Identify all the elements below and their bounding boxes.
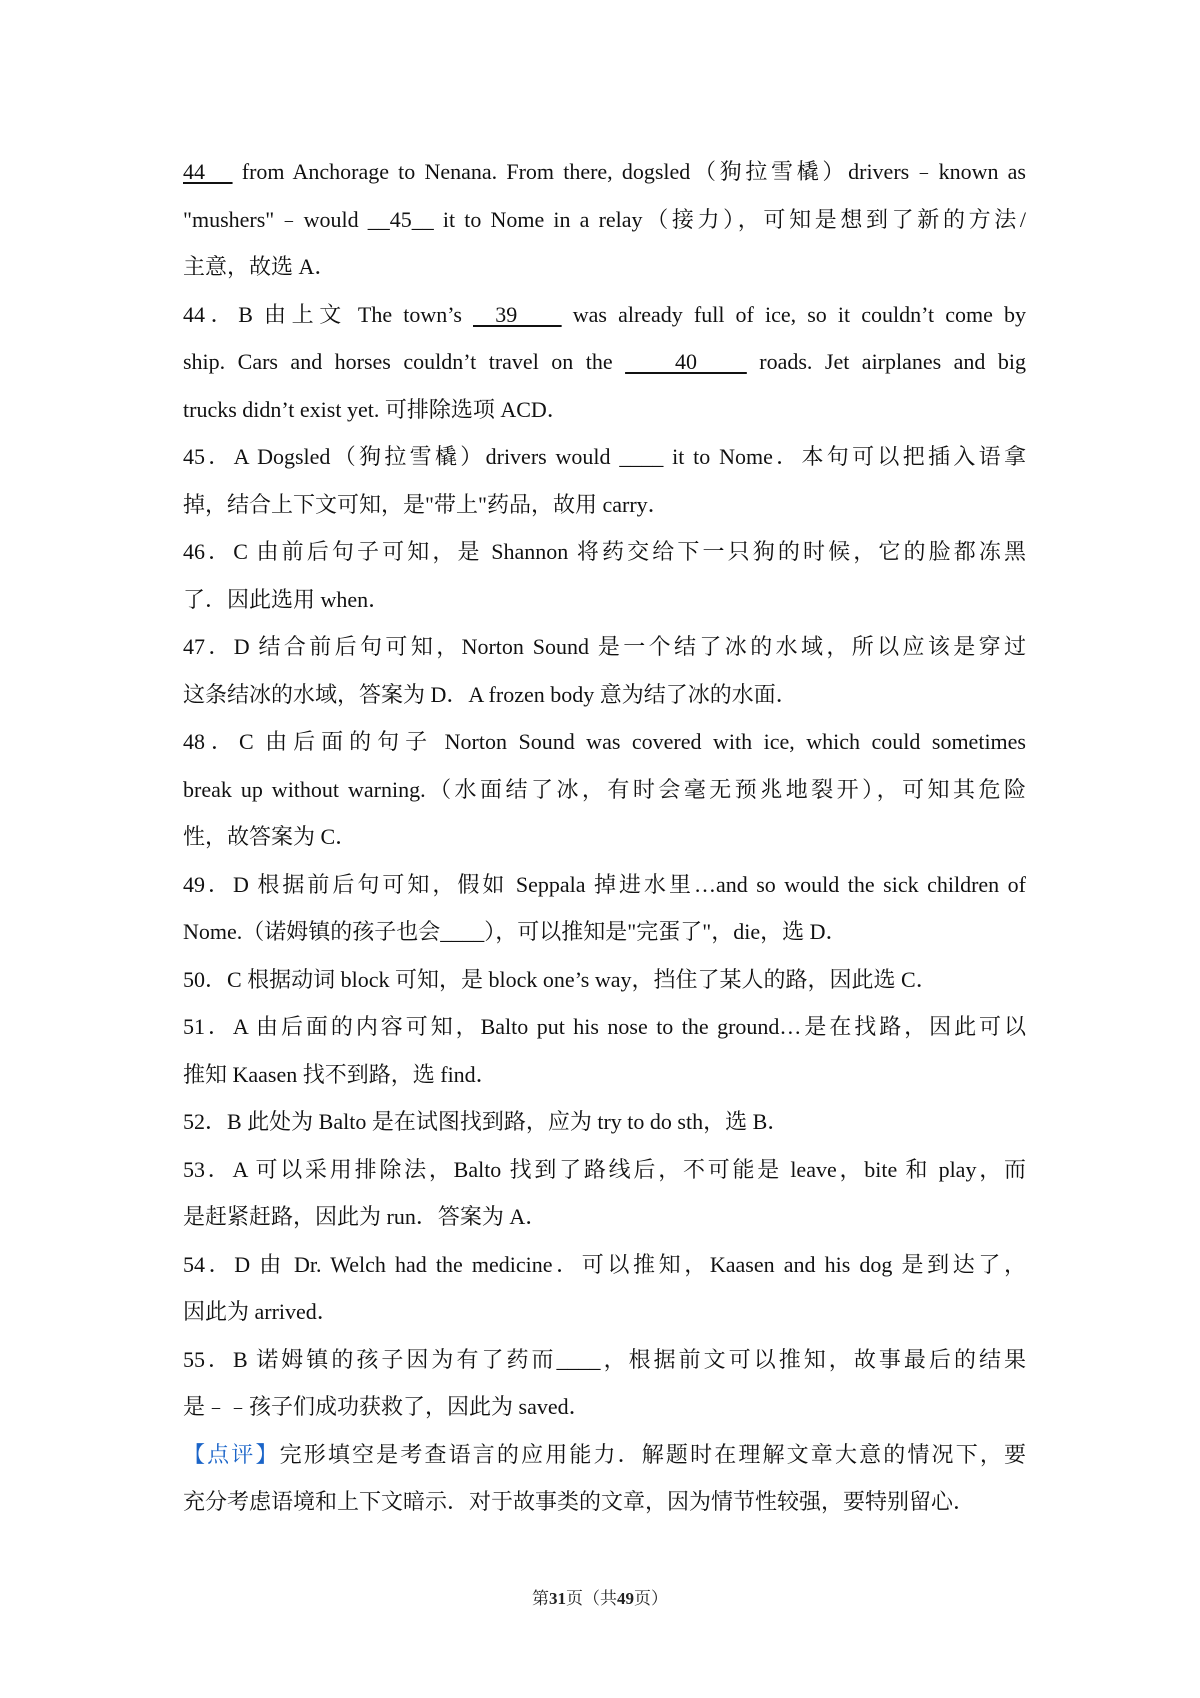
answer-47: 47．D 结合前后句可知，Norton Sound 是一个结了冰的水域，所以应该是穿过 xyxy=(183,634,1026,659)
text-line: 44 from Anchorage to Nenana. From there, dogsled（狗拉雪橇）drivers﹣known as xyxy=(183,159,1026,184)
text-line: 性，故答案为 C． xyxy=(183,824,358,849)
text-line: 了．因此选用 when． xyxy=(183,586,391,612)
answer-54: 54．D 由 Dr. Welch had the medicine．可以推知，Kaasen and his dog 是到达了， xyxy=(183,1251,1026,1277)
answer-46: 46．C 由前后句子可知，是 Shannon 将药交给下一只狗的时候，它的脸都冻黑 xyxy=(183,539,1026,564)
answer-48: 48．C 由后面的句子 Norton Sound was covered with ice, which could sometimes xyxy=(183,729,1026,754)
text-line: trucks didn’t exist yet. 可排除选项 ACD． xyxy=(183,396,569,422)
text-line: 掉，结合上下文可知，是"带上"药品，故用 carry． xyxy=(183,491,670,517)
blank-39: 39 xyxy=(473,301,562,327)
answer-55: 55．B 诺姆镇的孩子因为有了药而____，根据前文可以推知，故事最后的结果 xyxy=(183,1346,1026,1372)
answer-52: 52．B 此处为 Balto 是在试图找到路，应为 try to do sth，选 B． xyxy=(183,1109,790,1134)
text-line: 是赶紧赶路，因此为 run．答案为 A． xyxy=(183,1204,548,1229)
answer-50: 50．C 根据动词 block 可知，是 block one’s way，挡住了某人的路，因此选 C． xyxy=(183,966,938,992)
page-total: 49 xyxy=(617,1589,634,1608)
blank-45: __45__ xyxy=(367,206,434,232)
page-number: 31 xyxy=(549,1589,566,1608)
text-line: 这条结冰的水域，答案为 D．A frozen body 意为结了冰的水面． xyxy=(183,681,798,707)
text-line: 因此为 arrived． xyxy=(183,1299,339,1324)
text-line: 是﹣﹣孩子们成功获救了，因此为 saved． xyxy=(183,1394,591,1419)
page-footer: 第31页（共49页） xyxy=(532,1589,668,1608)
answer-49: 49．D 根据前后句可知，假如 Seppala 掉进水里…and so would the sick children of xyxy=(183,871,1026,897)
text-line: 推知 Kaasen 找不到路，选 find． xyxy=(183,1061,498,1087)
blank-40: 40 xyxy=(625,349,747,374)
answer-45: 45．A Dogsled（狗拉雪橇）drivers would ____ it to Nome．本句可以把插入语拿 xyxy=(183,444,1026,469)
answer-explanations xyxy=(183,148,1026,1526)
blank-44: 44 xyxy=(183,159,205,184)
answer-51: 51．A 由后面的内容可知，Balto put his nose to the ground…是在找路，因此可以 xyxy=(183,1014,1026,1039)
text-line: 充分考虑语境和上下文暗示．对于故事类的文章，因为情节性较强，要特别留心． xyxy=(183,1489,976,1514)
text-line: break up without warning.（水面结了冰，有时会毫无预兆地裂开），可知其危险 xyxy=(183,776,1026,802)
review-label: 【点评】 xyxy=(183,1441,280,1467)
text-line: Nome.（诺姆镇的孩子也会____），可以推知是"完蛋了"，die，选 D． xyxy=(183,919,848,944)
text-line: ship. Cars and horses couldn’t travel on the 40 roads. Jet airplanes and big xyxy=(183,349,1027,374)
review-comment: 【点评】完形填空是考查语言的应用能力．解题时在理解文章大意的情况下，要 xyxy=(183,1441,1026,1467)
text-line: 主意，故选 A． xyxy=(183,254,337,279)
text-line: "mushers"﹣would __45__ it to Nome in a relay（接力），可知是想到了新的方法/ xyxy=(183,206,1026,232)
answer-53: 53．A 可以采用排除法，Balto 找到了路线后，不可能是 leave，bite 和 play，而 xyxy=(183,1156,1026,1182)
answer-44: 44．B 由上文 The town’s 39 was already full of ice, so it couldn’t come by xyxy=(183,301,1027,327)
